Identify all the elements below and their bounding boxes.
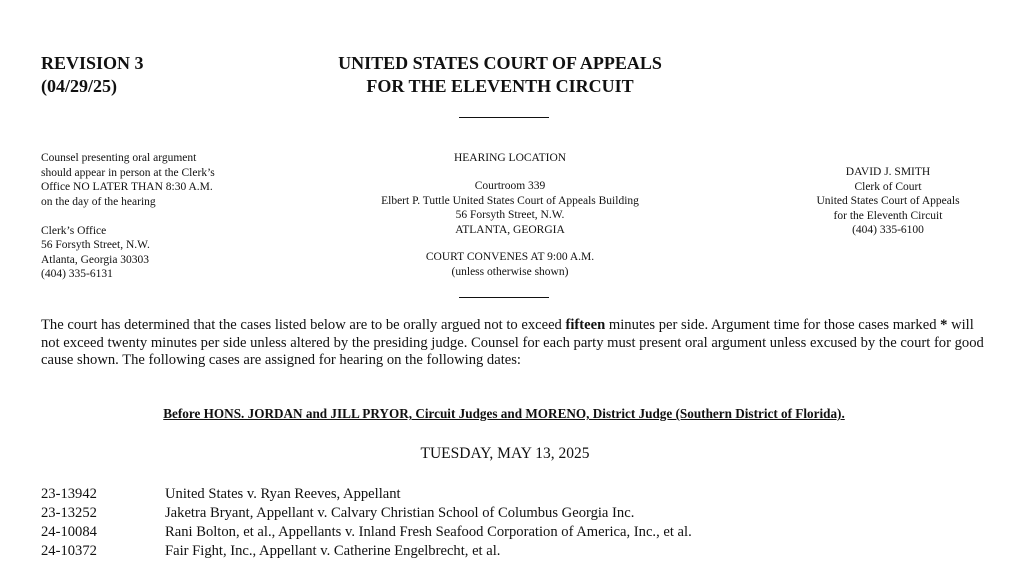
- paragraph-emphasis: fifteen: [565, 317, 606, 333]
- hearing-location-line: ATLANTA, GEORGIA: [455, 223, 565, 236]
- case-number: 24-10372: [41, 543, 97, 559]
- clerk-name: DAVID J. SMITH: [845, 166, 931, 178]
- clerk-block: [780, 165, 996, 238]
- case-row: [41, 504, 1001, 523]
- case-name: United States v. Ryan Reeves, Appellant: [165, 486, 401, 502]
- clerk-phone: (404) 335-6100: [852, 224, 924, 236]
- court-title-line-1: UNITED STATES COURT OF APPEALS: [338, 53, 662, 73]
- counsel-note: [41, 151, 291, 209]
- hearing-date: TUESDAY, MAY 13, 2025: [420, 445, 590, 462]
- header-divider: [459, 117, 549, 118]
- case-number: 23-13942: [41, 486, 97, 502]
- court-convenes-time: COURT CONVENES AT 9:00 A.M.: [425, 251, 595, 263]
- revision-number: REVISION 3: [41, 53, 144, 73]
- hearing-location-address: [300, 179, 720, 237]
- paragraph-text: will not exceed twenty minutes per side unless altered by the presiding judge. Counsel for each party must present oral argument unless excused by the court for good cause shown. The following cases are assigned for hearing on the following dates:: [41, 317, 984, 368]
- court-title: [0, 52, 1000, 98]
- judge-panel: Before HONS. JORDAN and JILL PRYOR, Circuit Judges and MORENO, District Judge (Southern District of Florida).: [163, 406, 845, 421]
- case-list: [41, 485, 1001, 561]
- case-number: 23-13252: [41, 505, 97, 521]
- court-title-line-2: FOR THE ELEVENTH CIRCUIT: [366, 76, 634, 96]
- court-convenes: [300, 250, 720, 279]
- case-name: Rani Bolton, et al., Appellants v. Inland Fresh Seafood Corporation of America, Inc., et al.: [165, 524, 692, 540]
- clerks-office-address: [41, 224, 291, 282]
- case-row: [41, 485, 1001, 504]
- hearing-location-heading: HEARING LOCATION: [453, 152, 567, 164]
- case-row: [41, 523, 1001, 542]
- revision-date: (04/29/25): [41, 76, 117, 96]
- hearing-location-line: Elbert P. Tuttle United States Court of Appeals Building: [381, 194, 639, 207]
- court-convenes-note: (unless otherwise shown): [451, 265, 569, 278]
- counsel-note-line: Counsel presenting oral argument: [41, 152, 197, 164]
- clerks-office-line: Atlanta, Georgia 30303: [41, 253, 150, 266]
- left-info-column: [41, 151, 291, 282]
- case-row: [41, 542, 1001, 561]
- case-name: Jaketra Bryant, Appellant v. Calvary Christian School of Columbus Georgia Inc.: [165, 505, 635, 521]
- paragraph-emphasis: *: [940, 317, 948, 333]
- hearing-location-line: 56 Forsyth Street, N.W.: [455, 209, 565, 221]
- hearing-location-line: Courtroom 339: [474, 180, 546, 192]
- clerk-title: Clerk of Court: [854, 180, 922, 193]
- case-name: Fair Fight, Inc., Appellant v. Catherine Engelbrecht, et al.: [165, 543, 501, 559]
- paragraph-text: minutes per side. Argument time for those cases marked: [605, 317, 941, 333]
- counsel-note-line: on the day of the hearing: [41, 195, 156, 208]
- clerks-office-line: 56 Forsyth Street, N.W.: [41, 239, 150, 251]
- section-divider: [459, 297, 549, 298]
- clerk-court: United States Court of Appeals: [816, 195, 960, 207]
- instructions-paragraph: [41, 317, 991, 370]
- clerk-circuit: for the Eleventh Circuit: [833, 209, 943, 222]
- clerks-office-line: (404) 335-6131: [41, 268, 113, 280]
- counsel-note-line: Office NO LATER THAN 8:30 A.M.: [41, 181, 213, 193]
- paragraph-text: The court has determined that the cases listed below are to be orally argued not to exceed: [41, 317, 566, 333]
- case-number: 24-10084: [41, 524, 97, 540]
- counsel-note-line: should appear in person at the Clerk’s: [41, 166, 215, 179]
- clerks-office-line: Clerk’s Office: [41, 224, 107, 237]
